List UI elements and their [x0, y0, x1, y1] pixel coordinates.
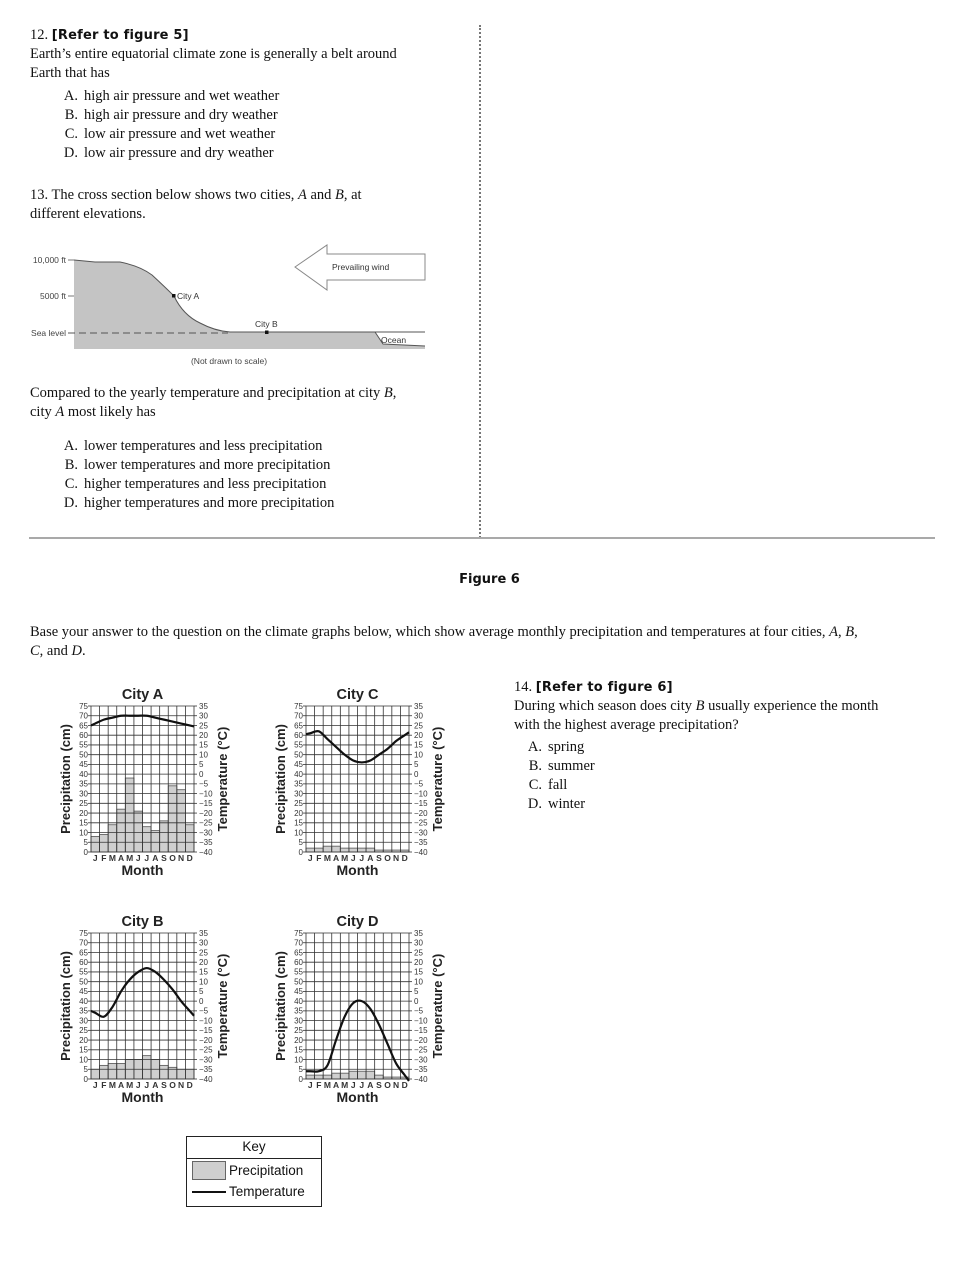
svg-text:30: 30 [199, 711, 208, 721]
precipitation-bar [340, 848, 349, 852]
svg-text:J: J [144, 1080, 150, 1090]
svg-text:35: 35 [79, 779, 88, 789]
svg-text:15: 15 [199, 967, 208, 977]
precipitation-bar [332, 1073, 341, 1079]
svg-text:−40: −40 [414, 1074, 428, 1084]
svg-text:−30: −30 [199, 1055, 213, 1065]
svg-text:60: 60 [294, 958, 303, 967]
svg-text:M: M [126, 1080, 134, 1090]
question-12-stem: Earth’s entire equatorial climate zone is generally a belt around Earth that has [30, 46, 397, 81]
precipitation-bar [340, 1073, 349, 1079]
svg-text:F: F [101, 853, 107, 863]
precipitation-bar [91, 1069, 100, 1079]
precipitation-bar [100, 834, 109, 852]
city-b-marker [265, 331, 269, 335]
chart-grid [306, 706, 409, 852]
svg-text:5: 5 [199, 760, 204, 770]
choice-b[interactable]: B. lower temperatures and more precipitation [64, 457, 331, 473]
svg-text:J: J [135, 1080, 141, 1090]
svg-text:15: 15 [414, 740, 423, 750]
svg-text:−10: −10 [414, 789, 428, 799]
svg-text:O: O [169, 1080, 176, 1090]
svg-text:70: 70 [294, 938, 303, 948]
svg-text:25: 25 [199, 721, 208, 731]
svg-text:J: J [359, 1080, 365, 1090]
elevation-label-5000: 5000 ft [40, 291, 66, 301]
svg-text:15: 15 [79, 818, 88, 828]
choice-a[interactable]: A. high air pressure and wet weather [63, 88, 280, 104]
svg-text:25: 25 [414, 948, 423, 958]
svg-text:20: 20 [199, 731, 208, 740]
city-a-label: City A [177, 291, 200, 301]
precipitation-bar [108, 825, 117, 852]
svg-text:0: 0 [199, 996, 204, 1006]
svg-text:70: 70 [79, 938, 88, 948]
svg-text:75: 75 [79, 701, 88, 711]
svg-text:−25: −25 [414, 1045, 428, 1055]
precipitation-bar [143, 827, 152, 852]
precipitation-bar [323, 846, 332, 852]
svg-text:M: M [323, 853, 332, 863]
climate-chart-city-b [50, 907, 250, 1107]
chart-title: City C [336, 687, 379, 703]
figure-6-title: Figure 6 [459, 572, 520, 587]
svg-text:J: J [92, 1080, 98, 1090]
svg-text:10: 10 [294, 828, 303, 838]
svg-text:25: 25 [294, 1026, 303, 1036]
city-a-marker [172, 294, 176, 298]
svg-text:M: M [341, 1080, 349, 1090]
svg-text:A: A [332, 853, 340, 863]
svg-text:A: A [117, 1080, 125, 1090]
svg-text:−25: −25 [199, 818, 213, 828]
question-13-stem: Compared to the yearly temperature and precipitation at city B, city A most likely has [30, 385, 397, 420]
svg-text:20: 20 [199, 958, 208, 967]
svg-text:A: A [367, 1080, 374, 1090]
question-number: 12. [30, 27, 49, 43]
svg-text:D: D [401, 1080, 408, 1090]
climate-chart-city-a [50, 680, 250, 880]
svg-text:0: 0 [414, 769, 419, 779]
svg-text:O: O [384, 1080, 391, 1090]
svg-text:J: J [135, 853, 141, 863]
svg-text:−20: −20 [199, 808, 213, 818]
svg-text:A: A [152, 853, 159, 863]
svg-text:−20: −20 [414, 1035, 428, 1045]
prevailing-wind-label: Prevailing wind [332, 262, 390, 272]
y-axis-label-right: Temperature (°C) [215, 726, 230, 832]
svg-text:0: 0 [298, 1074, 303, 1084]
y-axis-label-right: Temperature (°C) [430, 726, 445, 832]
svg-text:30: 30 [414, 938, 423, 948]
chart-legend [186, 1136, 322, 1207]
svg-text:S: S [161, 1080, 167, 1090]
svg-text:30: 30 [199, 938, 208, 948]
svg-text:−30: −30 [414, 1055, 428, 1065]
question-14-header: 14. [Refer to figure 6] [514, 679, 673, 695]
svg-text:−40: −40 [414, 847, 428, 857]
question-14-stem: During which season does city B usually experience the month with the highest average precipitation? [514, 698, 879, 733]
legend-temperature: Temperature [187, 1181, 321, 1202]
svg-text:J: J [359, 853, 365, 863]
temperature-line-icon [192, 1191, 226, 1193]
svg-text:60: 60 [79, 958, 88, 967]
svg-text:65: 65 [79, 721, 88, 731]
svg-text:0: 0 [83, 847, 88, 857]
column-divider [479, 25, 481, 538]
question-14 [514, 678, 934, 814]
elevation-label-sea-level: Sea level [31, 328, 66, 338]
choice-c[interactable]: C. low air pressure and wet weather [64, 126, 276, 142]
precipitation-swatch-icon [192, 1161, 226, 1180]
svg-text:−35: −35 [414, 838, 428, 848]
svg-text:55: 55 [294, 740, 303, 750]
choice-c[interactable]: C. higher temperatures and less precipitation [64, 476, 327, 492]
svg-text:55: 55 [294, 967, 303, 977]
svg-text:30: 30 [414, 711, 423, 721]
svg-text:20: 20 [414, 958, 423, 967]
svg-text:35: 35 [294, 1006, 303, 1016]
svg-text:30: 30 [294, 1016, 303, 1026]
choice-a[interactable]: A. lower temperatures and less precipitation [63, 438, 323, 454]
chart-title: City B [121, 914, 164, 930]
svg-text:−40: −40 [199, 847, 213, 857]
svg-text:10: 10 [414, 750, 423, 760]
svg-text:−15: −15 [414, 799, 428, 809]
climate-chart-city-c [265, 680, 465, 880]
svg-text:5: 5 [199, 987, 204, 997]
svg-text:35: 35 [199, 701, 208, 711]
svg-text:40: 40 [79, 769, 88, 779]
climate-chart-city-d [265, 907, 465, 1107]
svg-text:65: 65 [294, 721, 303, 731]
x-axis-label: Month [121, 1089, 164, 1105]
svg-text:55: 55 [79, 967, 88, 977]
svg-text:50: 50 [79, 977, 88, 987]
precipitation-bar [117, 1063, 126, 1079]
svg-text:D: D [186, 853, 193, 863]
svg-text:0: 0 [298, 847, 303, 857]
svg-text:45: 45 [294, 987, 303, 997]
svg-text:40: 40 [294, 996, 303, 1006]
precipitation-bar [185, 1069, 194, 1079]
precipitation-bar [358, 848, 367, 852]
svg-text:−35: −35 [199, 838, 213, 848]
svg-text:15: 15 [79, 1045, 88, 1055]
svg-text:40: 40 [79, 996, 88, 1006]
svg-text:10: 10 [294, 1055, 303, 1065]
y-axis-label-left: Precipitation (cm) [273, 951, 288, 1061]
chart-title: City D [336, 914, 379, 930]
svg-text:5: 5 [298, 1065, 303, 1075]
svg-text:10: 10 [414, 977, 423, 987]
cross-section-diagram [0, 240, 470, 375]
svg-text:60: 60 [79, 731, 88, 740]
svg-text:−20: −20 [414, 808, 428, 818]
svg-text:65: 65 [79, 948, 88, 958]
section-divider [29, 537, 935, 539]
y-axis-label-right: Temperature (°C) [430, 953, 445, 1059]
answer-choices [56, 87, 470, 163]
svg-text:50: 50 [294, 977, 303, 987]
svg-text:35: 35 [199, 928, 208, 938]
svg-text:−15: −15 [199, 1026, 213, 1036]
svg-text:55: 55 [79, 740, 88, 750]
figure-6-intro: Base your answer to the question on the climate graphs below, which show average monthly precipitation and temperatures at four cities, A, B, C, and D. [30, 624, 858, 659]
svg-text:30: 30 [79, 1016, 88, 1026]
choice-b[interactable]: B. summer [528, 758, 595, 774]
precipitation-bar [134, 811, 143, 852]
svg-text:30: 30 [294, 789, 303, 799]
svg-text:F: F [316, 1080, 322, 1090]
svg-text:−10: −10 [199, 789, 213, 799]
svg-text:5: 5 [83, 838, 88, 848]
y-axis-label-left: Precipitation (cm) [273, 724, 288, 834]
svg-text:20: 20 [294, 808, 303, 818]
question-13-intro: 13. The cross section below shows two cities, A and B, at different elevations. [30, 187, 362, 222]
y-axis-label-right: Temperature (°C) [215, 953, 230, 1059]
svg-text:10: 10 [79, 1055, 88, 1065]
precipitation-bar [151, 831, 160, 852]
svg-text:35: 35 [414, 701, 423, 711]
svg-text:N: N [393, 1080, 400, 1090]
svg-text:75: 75 [294, 701, 303, 711]
precipitation-bar [349, 848, 358, 852]
svg-text:70: 70 [79, 711, 88, 721]
svg-text:15: 15 [199, 740, 208, 750]
precipitation-bar [306, 848, 315, 852]
svg-text:15: 15 [414, 967, 423, 977]
svg-text:20: 20 [79, 808, 88, 818]
svg-text:−25: −25 [414, 818, 428, 828]
svg-text:A: A [117, 853, 125, 863]
chart-grid [91, 933, 194, 1079]
precipitation-bar [91, 836, 100, 852]
svg-text:20: 20 [79, 1035, 88, 1045]
svg-text:15: 15 [294, 818, 303, 828]
precipitation-bar [366, 1071, 375, 1079]
svg-text:N: N [393, 853, 400, 863]
svg-text:−35: −35 [414, 1065, 428, 1075]
precipitation-bar [160, 821, 169, 852]
svg-text:15: 15 [294, 1045, 303, 1055]
svg-text:J: J [92, 853, 98, 863]
precipitation-bar [177, 1069, 186, 1079]
x-axis-label: Month [121, 862, 164, 878]
svg-text:65: 65 [294, 948, 303, 958]
svg-text:−10: −10 [414, 1016, 428, 1026]
svg-text:A: A [367, 853, 374, 863]
y-axis-label-left: Precipitation (cm) [58, 724, 73, 834]
elevation-label-10000: 10,000 ft [32, 255, 66, 265]
city-b-label: City B [255, 319, 278, 329]
svg-text:0: 0 [414, 996, 419, 1006]
svg-text:50: 50 [294, 750, 303, 760]
svg-text:O: O [169, 853, 176, 863]
svg-text:−40: −40 [199, 1074, 213, 1084]
svg-text:70: 70 [294, 711, 303, 721]
choice-d[interactable]: D. higher temperatures and more precipitation [63, 495, 335, 511]
svg-text:M: M [108, 1080, 117, 1090]
svg-text:−30: −30 [414, 828, 428, 838]
not-to-scale-note: (Not drawn to scale) [190, 356, 268, 366]
svg-text:25: 25 [294, 799, 303, 809]
svg-text:D: D [186, 1080, 193, 1090]
svg-text:0: 0 [83, 1074, 88, 1084]
svg-text:35: 35 [79, 1006, 88, 1016]
svg-text:45: 45 [294, 760, 303, 770]
precipitation-bar [375, 1075, 384, 1079]
svg-text:45: 45 [79, 760, 88, 770]
ocean-label: Ocean [381, 335, 407, 345]
svg-text:5: 5 [83, 1065, 88, 1075]
svg-text:25: 25 [79, 799, 88, 809]
svg-text:5: 5 [414, 760, 419, 770]
answer-choices [56, 437, 334, 513]
svg-text:N: N [178, 1080, 185, 1090]
precipitation-bar [315, 848, 324, 852]
svg-text:J: J [350, 853, 356, 863]
question-12-header [30, 26, 470, 45]
svg-text:−25: −25 [199, 1045, 213, 1055]
svg-text:M: M [341, 853, 349, 863]
choice-b[interactable]: B. high air pressure and dry weather [64, 107, 278, 123]
x-axis-label: Month [336, 862, 379, 878]
legend-precipitation: Precipitation [187, 1159, 321, 1181]
legend-title: Key [187, 1137, 321, 1159]
svg-text:60: 60 [294, 731, 303, 740]
svg-text:O: O [384, 853, 391, 863]
svg-text:N: N [178, 853, 185, 863]
svg-text:−5: −5 [414, 1006, 424, 1016]
svg-text:−15: −15 [414, 1026, 428, 1036]
y-axis-label-left: Precipitation (cm) [58, 951, 73, 1061]
x-axis-label: Month [336, 1089, 379, 1105]
svg-text:−20: −20 [199, 1035, 213, 1045]
svg-text:−10: −10 [199, 1016, 213, 1026]
choice-a[interactable]: A. spring [527, 739, 585, 755]
precipitation-bar [185, 825, 194, 852]
svg-text:20: 20 [294, 1035, 303, 1045]
precipitation-bar [358, 1071, 367, 1079]
svg-text:−30: −30 [199, 828, 213, 838]
svg-text:J: J [350, 1080, 356, 1090]
svg-text:0: 0 [199, 769, 204, 779]
svg-text:−5: −5 [414, 779, 424, 789]
svg-text:−15: −15 [199, 799, 213, 809]
svg-text:35: 35 [414, 928, 423, 938]
precipitation-bar [315, 1075, 324, 1079]
svg-text:−5: −5 [199, 779, 209, 789]
svg-text:J: J [307, 1080, 313, 1090]
figure-reference: [Refer to figure 5] [51, 28, 189, 43]
choice-d[interactable]: D. low air pressure and dry weather [63, 145, 274, 161]
svg-text:S: S [376, 1080, 382, 1090]
svg-text:D: D [401, 853, 408, 863]
svg-text:25: 25 [199, 948, 208, 958]
svg-text:−35: −35 [199, 1065, 213, 1075]
svg-text:45: 45 [79, 987, 88, 997]
chart-title: City A [121, 687, 164, 703]
svg-text:J: J [144, 853, 150, 863]
svg-text:−5: −5 [199, 1006, 209, 1016]
svg-text:30: 30 [79, 789, 88, 799]
precipitation-bar [125, 778, 134, 852]
svg-text:10: 10 [199, 750, 208, 760]
precipitation-bar [306, 1075, 315, 1079]
svg-text:M: M [126, 853, 134, 863]
svg-text:20: 20 [414, 731, 423, 740]
svg-text:10: 10 [199, 977, 208, 987]
precipitation-bar [100, 1065, 109, 1079]
answer-choices [520, 738, 934, 814]
precipitation-bar [323, 1075, 332, 1079]
precipitation-bar [332, 846, 341, 852]
precipitation-bar [349, 1071, 358, 1079]
svg-text:M: M [323, 1080, 332, 1090]
svg-text:A: A [332, 1080, 340, 1090]
choice-c[interactable]: C. fall [528, 777, 568, 793]
svg-text:25: 25 [414, 721, 423, 731]
precipitation-bar [160, 1065, 169, 1079]
svg-text:A: A [152, 1080, 159, 1090]
svg-text:50: 50 [79, 750, 88, 760]
svg-text:S: S [161, 853, 167, 863]
svg-text:F: F [101, 1080, 107, 1090]
svg-text:F: F [316, 853, 322, 863]
svg-text:25: 25 [79, 1026, 88, 1036]
precipitation-bar [366, 848, 375, 852]
svg-text:M: M [108, 853, 117, 863]
svg-text:5: 5 [298, 838, 303, 848]
question-12 [30, 26, 470, 163]
svg-text:5: 5 [414, 987, 419, 997]
figure-reference: [Refer to figure 6] [535, 680, 673, 695]
precipitation-bar [108, 1063, 117, 1079]
svg-text:S: S [376, 853, 382, 863]
svg-text:35: 35 [294, 779, 303, 789]
svg-text:40: 40 [294, 769, 303, 779]
precipitation-bar [117, 809, 126, 852]
choice-d[interactable]: D. winter [527, 796, 586, 812]
svg-text:75: 75 [294, 928, 303, 938]
svg-text:10: 10 [79, 828, 88, 838]
svg-text:75: 75 [79, 928, 88, 938]
svg-text:J: J [307, 853, 313, 863]
